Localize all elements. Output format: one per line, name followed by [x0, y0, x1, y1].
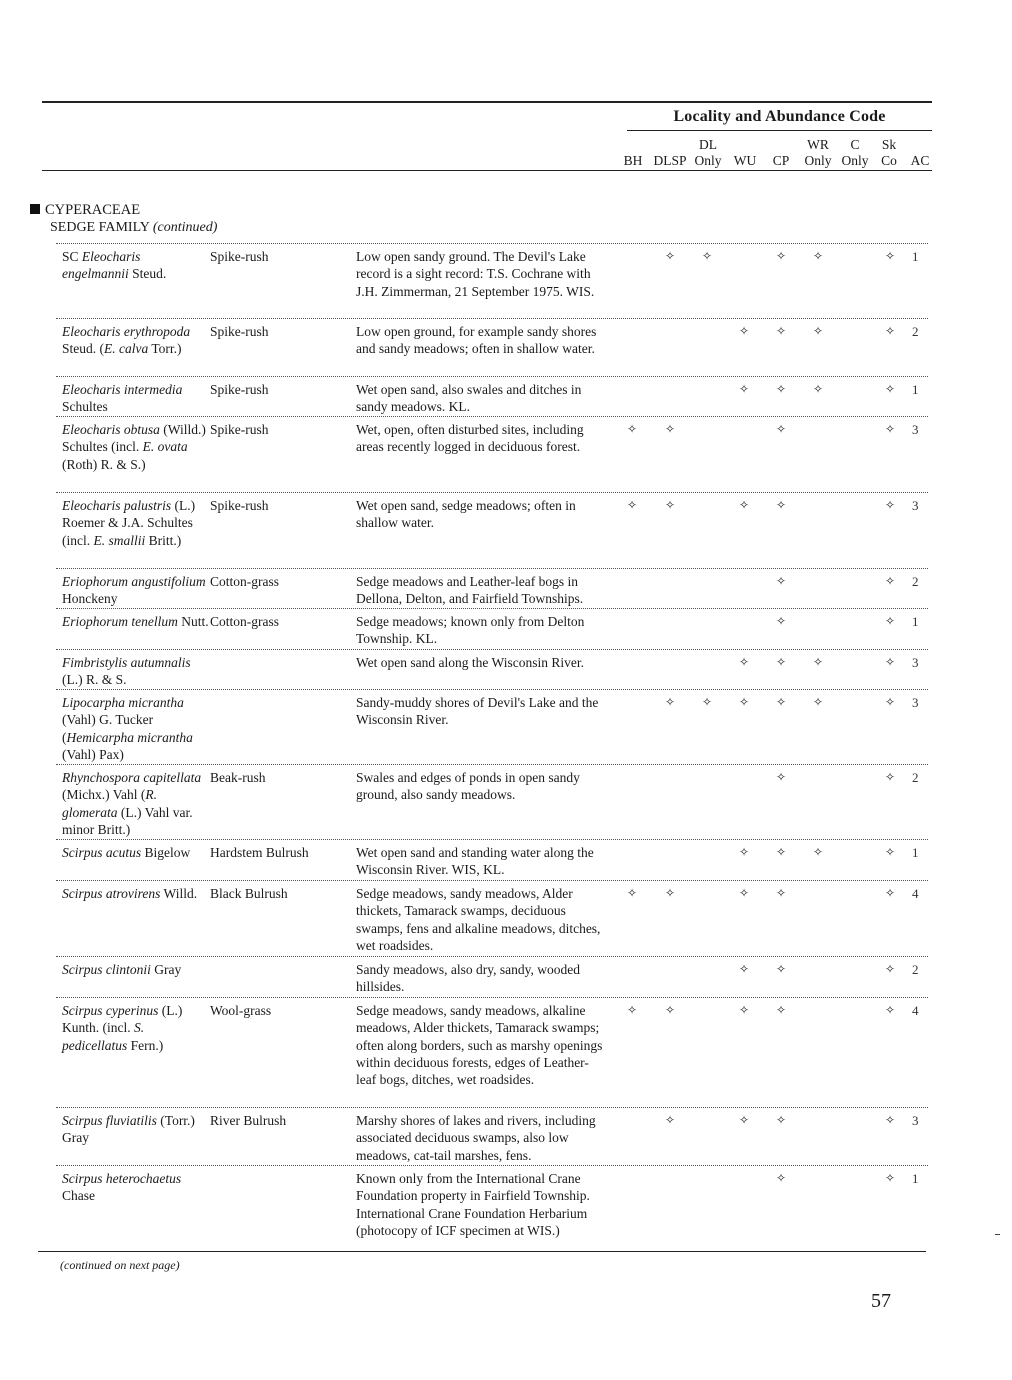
table-row: [56, 880, 928, 953]
table-row: [56, 839, 928, 878]
presence-marker-icon: ✧: [812, 324, 824, 338]
family-heading: [50, 220, 217, 236]
column-header-top: [734, 137, 757, 153]
habitat-description: Wet open sand, also swales and ditches in sandy meadows. KL.: [356, 382, 582, 415]
presence-marker-icon: ✧: [775, 614, 787, 628]
abundance-code: 2: [912, 770, 919, 785]
presence-marker-icon: ✧: [775, 845, 787, 859]
presence-marker-icon: ✧: [812, 249, 824, 263]
presence-marker-icon: ✧: [738, 886, 750, 900]
table-row: [56, 243, 928, 299]
presence-marker-icon: ✧: [884, 382, 896, 396]
common-name: Cotton-grass: [210, 574, 279, 589]
presence-marker-icon: ✧: [812, 655, 824, 669]
presence-marker-icon: ✧: [884, 845, 896, 859]
presence-marker-icon: ✧: [775, 574, 787, 588]
common-name: Spike-rush: [210, 249, 269, 264]
presence-marker-icon: ✧: [884, 574, 896, 588]
section-heading: [30, 202, 140, 219]
scientific-name: Eriophorum tenellum Nutt.: [62, 614, 209, 629]
presence-marker-icon: ✧: [775, 695, 787, 709]
column-header-top: [773, 137, 790, 153]
common-name: Hardstem Bulrush: [210, 845, 309, 860]
habitat-description: Swales and edges of ponds in open sandy ground, also sandy meadows.: [356, 770, 580, 803]
table-row: [56, 376, 928, 415]
column-header-bottom: DLSP: [653, 153, 687, 168]
presence-marker-icon: ✧: [738, 382, 750, 396]
scientific-name: Scirpus atrovirens Willd.: [62, 886, 198, 901]
presence-marker-icon: ✧: [738, 1113, 750, 1127]
top-rule: [42, 101, 932, 103]
column-header-bottom: CP: [772, 153, 790, 168]
table-row: [56, 764, 928, 837]
column-header-bottom: Only: [804, 153, 832, 168]
scientific-name: Lipocarpha micrantha (Vahl) G. Tucker (Hemicarpha micrantha (Vahl) Pax): [62, 695, 193, 762]
continued-note: (continued on next page): [60, 1258, 180, 1272]
presence-marker-icon: ✧: [701, 249, 713, 263]
column-header: [881, 137, 897, 169]
abundance-code: 1: [912, 845, 919, 860]
abundance-code: 3: [912, 422, 919, 437]
column-header-top: WR: [807, 137, 829, 152]
presence-marker-icon: ✧: [775, 1003, 787, 1017]
scientific-name: Eleocharis erythropoda Steud. (E. calva Torr.): [62, 324, 191, 357]
margin-mark: [995, 1234, 1000, 1235]
column-header: [624, 137, 643, 169]
presence-marker-icon: ✧: [884, 498, 896, 512]
column-header-top: [653, 137, 686, 153]
common-name: River Bulrush: [210, 1113, 287, 1128]
column-header: [653, 137, 686, 169]
presence-marker-icon: ✧: [884, 249, 896, 263]
abundance-code: 4: [912, 1003, 919, 1018]
presence-marker-icon: ✧: [775, 1171, 787, 1185]
scientific-name: SC Eleocharis engelmannii Steud.: [62, 249, 167, 282]
column-header-bottom: WU: [733, 153, 757, 168]
presence-marker-icon: ✧: [626, 498, 638, 512]
presence-marker-icon: ✧: [884, 886, 896, 900]
habitat-description: Marshy shores of lakes and rivers, including associated deciduous swamps, also low meadows, cat-tail marshes, fens.: [356, 1113, 596, 1163]
habitat-description: Low open ground, for example sandy shores and sandy meadows; often in shallow water.: [356, 324, 597, 357]
common-name: Spike-rush: [210, 324, 269, 339]
presence-marker-icon: ✧: [664, 695, 676, 709]
presence-marker-icon: ✧: [884, 1003, 896, 1017]
presence-marker-icon: ✧: [775, 422, 787, 436]
presence-marker-icon: ✧: [775, 249, 787, 263]
scientific-name: Eleocharis palustris (L.) Roemer & J.A. Schultes (incl. E. smallii Britt.): [62, 498, 196, 548]
abundance-code: 1: [912, 382, 919, 397]
column-header-bottom: Co: [881, 153, 897, 168]
column-header-top: Sk: [881, 137, 897, 152]
common-name: Black Bulrush: [210, 886, 288, 901]
abundance-code: 3: [912, 498, 919, 513]
presence-marker-icon: ✧: [664, 886, 676, 900]
column-header-top: DL: [699, 137, 717, 152]
presence-marker-icon: ✧: [664, 1113, 676, 1127]
square-bullet-icon: [30, 204, 40, 214]
abundance-code: 1: [912, 249, 919, 264]
bottom-rule: [38, 1251, 926, 1252]
presence-marker-icon: ✧: [664, 498, 676, 512]
presence-marker-icon: ✧: [884, 695, 896, 709]
presence-marker-icon: ✧: [775, 382, 787, 396]
table-row: [56, 416, 928, 472]
column-header-bottom: Only: [694, 153, 722, 168]
column-header: [911, 137, 930, 169]
habitat-description: Wet open sand along the Wisconsin River.: [356, 655, 584, 670]
abundance-code: 1: [912, 1171, 919, 1186]
column-header: [734, 137, 757, 169]
scientific-name: Scirpus cyperinus (L.) Kunth. (incl. S. pedicellatus Fern.): [62, 1003, 183, 1053]
scientific-name: Scirpus heterochaetus Chase: [62, 1171, 182, 1204]
presence-marker-icon: ✧: [738, 695, 750, 709]
abundance-code: 3: [912, 655, 919, 670]
abundance-code: 4: [912, 886, 919, 901]
habitat-description: Sandy meadows, also dry, sandy, wooded hillsides.: [356, 962, 580, 995]
scientific-name: Scirpus acutus Bigelow: [62, 845, 191, 860]
column-header-top: [911, 137, 930, 153]
column-header: [773, 137, 790, 169]
presence-marker-icon: ✧: [738, 498, 750, 512]
presence-marker-icon: ✧: [884, 655, 896, 669]
common-name: Wool-grass: [210, 1003, 272, 1018]
presence-marker-icon: ✧: [664, 249, 676, 263]
habitat-description: Low open sandy ground. The Devil's Lake record is a sight record: T.S. Cochrane with J.H. Zimmerman, 21 September 1975. WIS.: [356, 249, 595, 299]
table-row: [56, 492, 928, 548]
presence-marker-icon: ✧: [664, 1003, 676, 1017]
presence-marker-icon: ✧: [775, 962, 787, 976]
habitat-description: Sedge meadows and Leather-leaf bogs in Dellona, Delton, and Fairfield Townships.: [356, 574, 584, 607]
habitat-description: Sedge meadows, sandy meadows, Alder thickets, Tamarack swamps, deciduous swamps, fens and alkaline meadows, ditches, wet roadsides.: [356, 886, 601, 953]
family-name: SEDGE FAMILY: [50, 220, 150, 235]
presence-marker-icon: ✧: [884, 324, 896, 338]
column-header: [805, 137, 832, 169]
abundance-code: 2: [912, 962, 919, 977]
presence-marker-icon: ✧: [884, 614, 896, 628]
table-row: [56, 1107, 928, 1163]
table-row: [56, 997, 928, 1088]
scientific-name: Scirpus fluviatilis (Torr.) Gray: [62, 1113, 195, 1146]
header-bottom-rule: [42, 170, 932, 171]
column-header: [842, 137, 869, 169]
abundance-code: 3: [912, 1113, 919, 1128]
scientific-name: Rhynchospora capitellata (Michx.) Vahl (R. glomerata (L.) Vahl var. minor Britt.): [62, 770, 202, 837]
presence-marker-icon: ✧: [812, 695, 824, 709]
presence-marker-icon: ✧: [884, 422, 896, 436]
presence-marker-icon: ✧: [775, 324, 787, 338]
page-number: 57: [871, 1290, 891, 1312]
presence-marker-icon: ✧: [884, 1113, 896, 1127]
section-name: CYPERACEAE: [45, 202, 141, 218]
scientific-name: Eleocharis intermedia Schultes: [62, 382, 183, 415]
column-header-top: C: [850, 137, 860, 152]
abundance-code: 3: [912, 695, 919, 710]
column-header: [695, 137, 722, 169]
scientific-name: Eleocharis obtusa (Willd.) Schultes (incl. E. ovata (Roth) R. & S.): [62, 422, 206, 472]
family-note: (continued): [152, 220, 218, 235]
habitat-description: Wet, open, often disturbed sites, including areas recently logged in deciduous forest.: [356, 422, 584, 455]
habitat-description: Known only from the International Crane Foundation property in Fairfield Township. International Crane Foundation Herbarium (photocopy of ICF specimen at WIS.): [356, 1171, 590, 1238]
common-name: Spike-rush: [210, 498, 269, 513]
presence-marker-icon: ✧: [626, 422, 638, 436]
common-name: Cotton-grass: [210, 614, 279, 629]
abundance-code: 2: [912, 574, 919, 589]
table-row: [56, 568, 928, 607]
common-name: Spike-rush: [210, 422, 269, 437]
presence-marker-icon: ✧: [884, 770, 896, 784]
presence-marker-icon: ✧: [775, 655, 787, 669]
habitat-description: Sandy-muddy shores of Devil's Lake and the Wisconsin River.: [356, 695, 599, 728]
common-name: Beak-rush: [210, 770, 266, 785]
column-header-bottom: AC: [910, 153, 930, 168]
header-subrule: [627, 130, 932, 131]
abundance-code: 2: [912, 324, 919, 339]
table-row: [56, 689, 928, 762]
presence-marker-icon: ✧: [626, 886, 638, 900]
presence-marker-icon: ✧: [738, 1003, 750, 1017]
presence-marker-icon: ✧: [626, 1003, 638, 1017]
presence-marker-icon: ✧: [664, 422, 676, 436]
habitat-description: Sedge meadows, sandy meadows, alkaline meadows, Alder thickets, Tamarack swamps; often along borders, such as marshy openings within deciduous forests, edges of Leather-leaf bogs, ditches, wet roadsides.: [356, 1003, 603, 1088]
presence-marker-icon: ✧: [738, 962, 750, 976]
habitat-description: Wet open sand, sedge meadows; often in shallow water.: [356, 498, 576, 531]
presence-marker-icon: ✧: [701, 695, 713, 709]
table-row: [56, 649, 928, 688]
table-row: [56, 956, 928, 995]
habitat-description: Wet open sand and standing water along the Wisconsin River. WIS, KL.: [356, 845, 594, 878]
table-row: [56, 1165, 928, 1238]
presence-marker-icon: ✧: [738, 655, 750, 669]
presence-marker-icon: ✧: [884, 962, 896, 976]
column-header-bottom: Only: [841, 153, 869, 168]
presence-marker-icon: ✧: [812, 845, 824, 859]
abundance-code: 1: [912, 614, 919, 629]
scientific-name: Scirpus clintonii Gray: [62, 962, 182, 977]
common-name: Spike-rush: [210, 382, 269, 397]
scientific-name: Eriophorum angustifolium Honckeny: [62, 574, 206, 607]
locality-header-title: Locality and Abundance Code: [673, 108, 886, 125]
column-header-bottom: BH: [623, 153, 643, 168]
presence-marker-icon: ✧: [775, 498, 787, 512]
presence-marker-icon: ✧: [812, 382, 824, 396]
table-row: [56, 608, 928, 647]
presence-marker-icon: ✧: [738, 324, 750, 338]
presence-marker-icon: ✧: [738, 845, 750, 859]
scientific-name: Fimbristylis autumnalis (L.) R. & S.: [62, 655, 191, 688]
column-header-top: [624, 137, 643, 153]
habitat-description: Sedge meadows; known only from Delton Township. KL.: [356, 614, 585, 647]
presence-marker-icon: ✧: [775, 770, 787, 784]
presence-marker-icon: ✧: [884, 1171, 896, 1185]
presence-marker-icon: ✧: [775, 1113, 787, 1127]
presence-marker-icon: ✧: [775, 886, 787, 900]
table-row: [56, 318, 928, 357]
